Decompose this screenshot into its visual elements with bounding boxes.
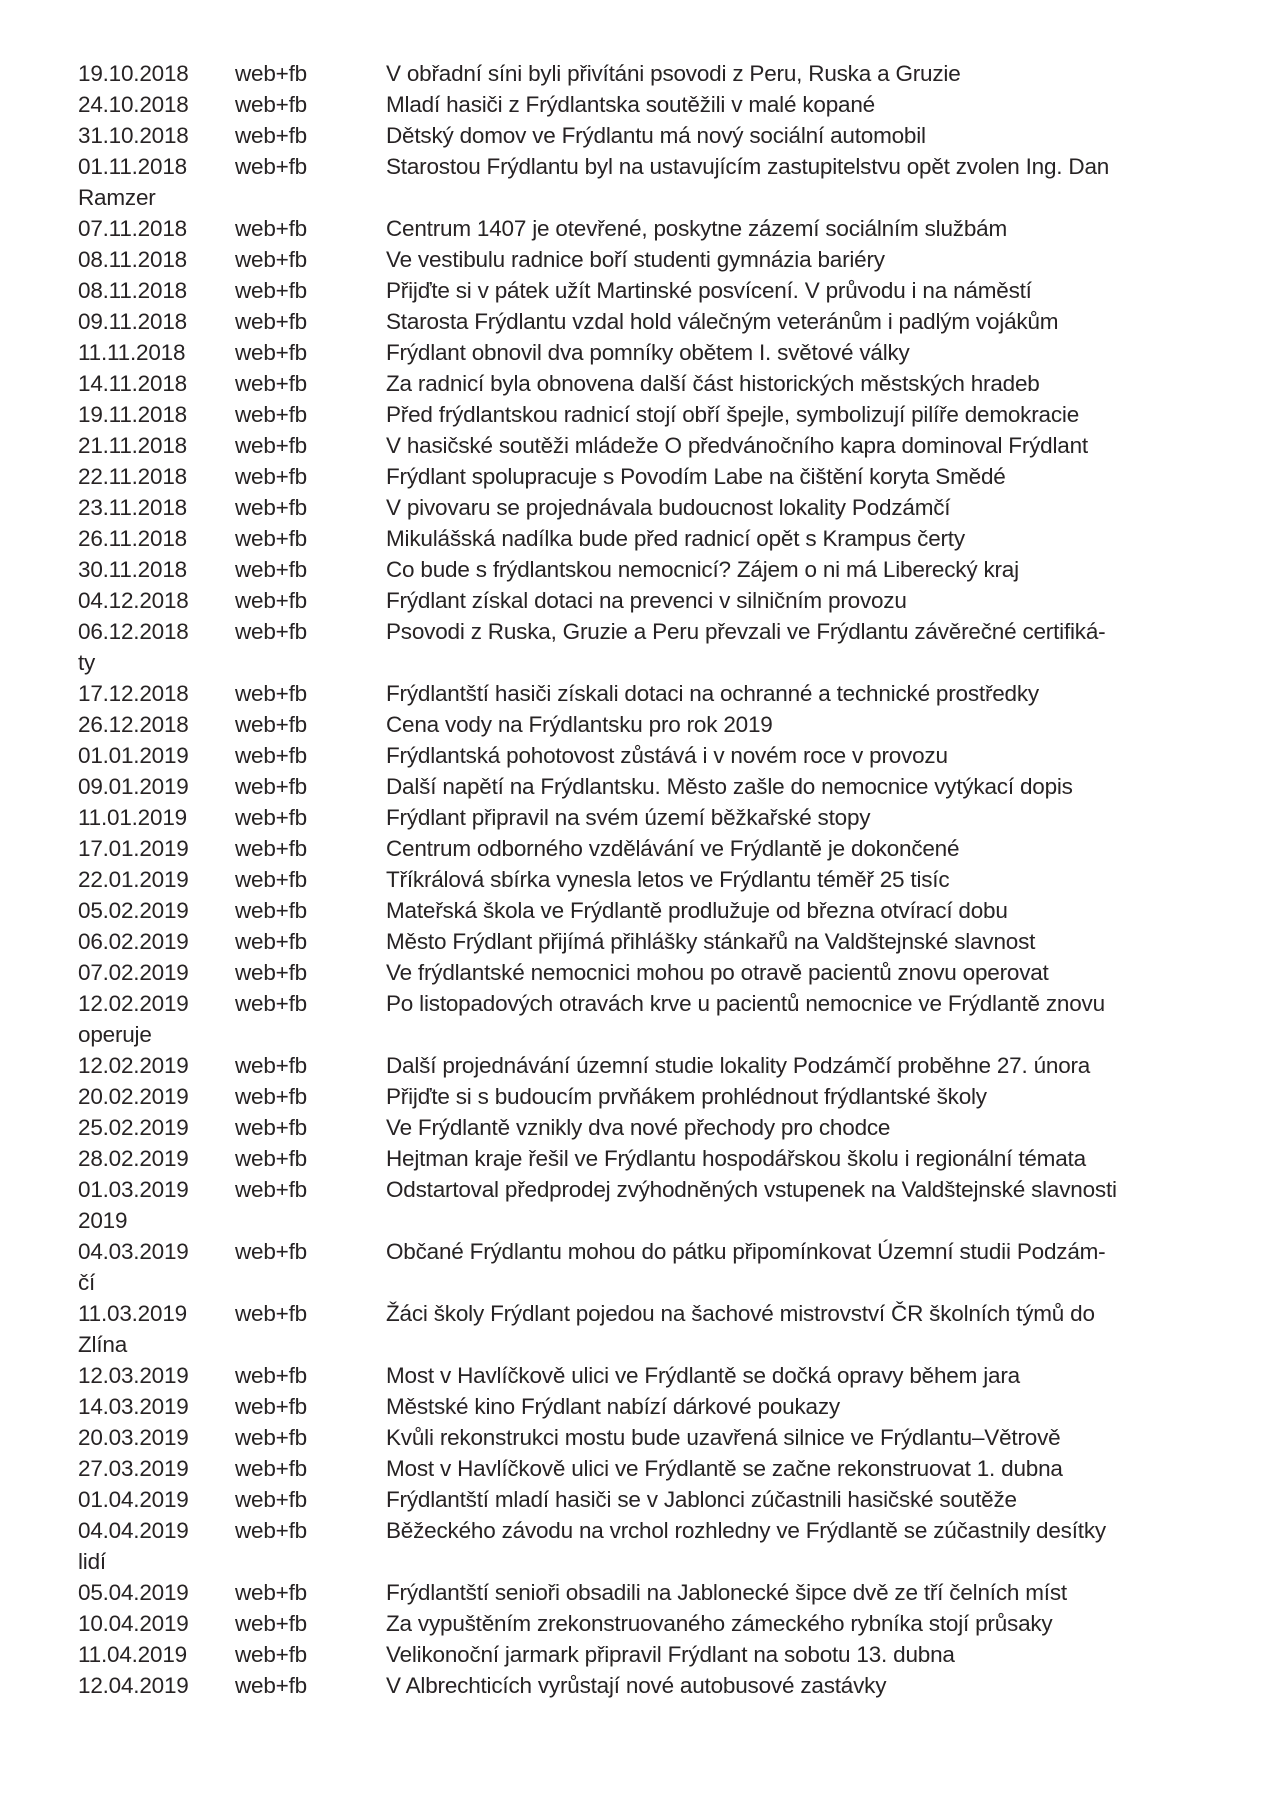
- news-entry: [78, 585, 1222, 616]
- entry-channel: web+fb: [235, 929, 307, 954]
- news-entry: [78, 58, 1222, 89]
- news-entry-row: [78, 864, 1222, 895]
- entry-channel: web+fb: [235, 743, 307, 768]
- news-entry: [78, 1670, 1222, 1701]
- news-entry: [78, 337, 1222, 368]
- news-entry: [78, 244, 1222, 275]
- entry-channel: web+fb: [235, 960, 307, 985]
- news-entry: [78, 1484, 1222, 1515]
- news-entry: [78, 957, 1222, 988]
- entry-date: 22.11.2018: [78, 464, 187, 489]
- news-entry-row: [78, 1236, 1222, 1267]
- news-entry-row: [78, 1050, 1222, 1081]
- entry-channel: web+fb: [235, 1518, 307, 1543]
- entry-channel: web+fb: [235, 92, 307, 117]
- news-entry-row: [78, 988, 1222, 1019]
- entry-date: 01.03.2019: [78, 1177, 189, 1202]
- news-entry-row: [78, 89, 1222, 120]
- news-entry: [78, 926, 1222, 957]
- entry-date: 14.11.2018: [78, 371, 187, 396]
- entry-channel: web+fb: [235, 1673, 307, 1698]
- news-entry: [78, 678, 1222, 709]
- news-entry-row: [78, 554, 1222, 585]
- news-entry: [78, 89, 1222, 120]
- entry-channel: web+fb: [235, 1487, 307, 1512]
- news-entry: [78, 461, 1222, 492]
- entry-channel: web+fb: [235, 1177, 307, 1202]
- entry-date: 19.10.2018: [78, 61, 189, 86]
- entry-date: 05.04.2019: [78, 1580, 189, 1605]
- entry-channel: web+fb: [235, 278, 307, 303]
- entry-title: Frýdlant spolupracuje s Povodím Labe na čištění koryta Smědé: [386, 464, 1006, 489]
- entry-channel: web+fb: [235, 1611, 307, 1636]
- news-entry: [78, 802, 1222, 833]
- entry-title: Běžeckého závodu na vrchol rozhledny ve Frýdlantě se zúčastnily desítky: [386, 1518, 1106, 1543]
- news-entry-row: [78, 120, 1222, 151]
- entry-date: 01.11.2018: [78, 154, 187, 179]
- entry-date: 05.02.2019: [78, 898, 189, 923]
- entry-channel: web+fb: [235, 588, 307, 613]
- entry-date: 22.01.2019: [78, 867, 189, 892]
- entry-channel: web+fb: [235, 1642, 307, 1667]
- news-entry-row: [78, 1639, 1222, 1670]
- entry-channel: web+fb: [235, 991, 307, 1016]
- news-entry-row: [78, 616, 1222, 647]
- entry-channel: web+fb: [235, 309, 307, 334]
- news-entry: [78, 1081, 1222, 1112]
- entry-date: 21.11.2018: [78, 433, 187, 458]
- entry-title: Mikulášská nadílka bude před radnicí opět s Krampus čerty: [386, 526, 965, 551]
- news-entry: [78, 213, 1222, 244]
- news-entry-row: [78, 523, 1222, 554]
- entry-date: 31.10.2018: [78, 123, 189, 148]
- news-entry-row: [78, 461, 1222, 492]
- entry-date: 20.03.2019: [78, 1425, 189, 1450]
- entry-title: Přijďte si s budoucím prvňákem prohlédnout frýdlantské školy: [386, 1084, 987, 1109]
- news-entry: [78, 1050, 1222, 1081]
- news-entry-row: [78, 740, 1222, 771]
- entry-date: 12.02.2019: [78, 1053, 189, 1078]
- news-entry: [78, 1577, 1222, 1608]
- news-entry-row: [78, 926, 1222, 957]
- news-entry: [78, 1422, 1222, 1453]
- entry-title: Co bude s frýdlantskou nemocnicí? Zájem o ni má Liberecký kraj: [386, 557, 1019, 582]
- news-entry: [78, 1298, 1222, 1360]
- news-entry-row: [78, 306, 1222, 337]
- news-entry: [78, 988, 1222, 1050]
- news-entry-row: [78, 1360, 1222, 1391]
- entry-title: Před frýdlantskou radnicí stojí obří špejle, symbolizují pilíře demokracie: [386, 402, 1080, 427]
- entry-channel: web+fb: [235, 681, 307, 706]
- news-entry-row: [78, 585, 1222, 616]
- news-entry-row: [78, 1174, 1222, 1205]
- news-entry: [78, 864, 1222, 895]
- entry-date: 23.11.2018: [78, 495, 187, 520]
- entry-title: Cena vody na Frýdlantsku pro rok 2019: [386, 712, 773, 737]
- news-entry-row: [78, 337, 1222, 368]
- news-entry: [78, 554, 1222, 585]
- news-entry: [78, 523, 1222, 554]
- entry-date: 14.03.2019: [78, 1394, 189, 1419]
- entry-title: V hasičské soutěži mládeže O předvánočního kapra dominoval Frýdlant: [386, 433, 1088, 458]
- entry-date: 09.01.2019: [78, 774, 189, 799]
- entry-title: Centrum odborného vzdělávání ve Frýdlantě je dokončené: [386, 836, 960, 861]
- news-entry-row: [78, 1081, 1222, 1112]
- entry-date: 11.01.2019: [78, 805, 187, 830]
- entry-channel: web+fb: [235, 1425, 307, 1450]
- news-entry-row: [78, 492, 1222, 523]
- entry-title: Most v Havlíčkově ulici ve Frýdlantě se dočká opravy během jara: [386, 1363, 1020, 1388]
- entry-title: Centrum 1407 je otevřené, poskytne zázemí sociálním službám: [386, 216, 1008, 241]
- entry-date: 10.04.2019: [78, 1611, 189, 1636]
- news-entry-row: [78, 1112, 1222, 1143]
- entry-title: Velikonoční jarmark připravil Frýdlant na sobotu 13. dubna: [386, 1642, 955, 1667]
- entry-channel: web+fb: [235, 774, 307, 799]
- entry-channel: web+fb: [235, 371, 307, 396]
- entry-date: 11.04.2019: [78, 1642, 187, 1667]
- news-list: [78, 58, 1222, 1701]
- entry-title: Frýdlantští hasiči získali dotaci na ochranné a technické prostředky: [386, 681, 1039, 706]
- entry-date: 08.11.2018: [78, 247, 187, 272]
- entry-date: 04.04.2019: [78, 1518, 189, 1543]
- news-entry-row: [78, 1453, 1222, 1484]
- entry-channel: web+fb: [235, 1239, 307, 1264]
- news-entry: [78, 895, 1222, 926]
- entry-date: 19.11.2018: [78, 402, 187, 427]
- entry-channel: web+fb: [235, 712, 307, 737]
- news-entry: [78, 275, 1222, 306]
- entry-title: Ve frýdlantské nemocnici mohou po otravě pacientů znovu operovat: [386, 960, 1049, 985]
- news-entry: [78, 771, 1222, 802]
- entry-channel: web+fb: [235, 1456, 307, 1481]
- news-entry: [78, 740, 1222, 771]
- entry-title: Frýdlant připravil na svém území běžkařské stopy: [386, 805, 871, 830]
- news-entry-row: [78, 213, 1222, 244]
- entry-title: Frýdlantští senioři obsadili na Jablonecké šipce dvě ze tří čelních míst: [386, 1580, 1067, 1605]
- news-entry: [78, 1608, 1222, 1639]
- entry-title: Frýdlant obnovil dva pomníky obětem I. světové války: [386, 340, 910, 365]
- entry-channel: web+fb: [235, 433, 307, 458]
- entry-date: 11.03.2019: [78, 1301, 187, 1326]
- entry-title-continuation: Ramzer: [78, 185, 156, 210]
- entry-date: 26.11.2018: [78, 526, 187, 551]
- news-entry-row: [78, 895, 1222, 926]
- entry-title: Mateřská škola ve Frýdlantě prodlužuje od března otvírací dobu: [386, 898, 1008, 923]
- entry-channel: web+fb: [235, 836, 307, 861]
- entry-date: 26.12.2018: [78, 712, 189, 737]
- entry-channel: web+fb: [235, 61, 307, 86]
- entry-date: 28.02.2019: [78, 1146, 189, 1171]
- entry-date: 12.03.2019: [78, 1363, 189, 1388]
- entry-date: 01.04.2019: [78, 1487, 189, 1512]
- entry-title: Starostou Frýdlantu byl na ustavujícím zastupitelstvu opět zvolen Ing. Dan: [386, 154, 1110, 179]
- entry-title: Ve Frýdlantě vznikly dva nové přechody pro chodce: [386, 1115, 891, 1140]
- news-entry: [78, 1360, 1222, 1391]
- entry-channel: web+fb: [235, 1084, 307, 1109]
- news-entry: [78, 1174, 1222, 1236]
- entry-date: 09.11.2018: [78, 309, 187, 334]
- entry-title-continuation: Zlína: [78, 1332, 128, 1357]
- entry-date: 06.12.2018: [78, 619, 189, 644]
- news-entry-row: [78, 771, 1222, 802]
- entry-title: Město Frýdlant přijímá přihlášky stánkařů na Valdštejnské slavnost: [386, 929, 1036, 954]
- entry-channel: web+fb: [235, 1115, 307, 1140]
- entry-title: Přijďte si v pátek užít Martinské posvícení. V průvodu i na náměstí: [386, 278, 1032, 303]
- entry-title: Kvůli rekonstrukci mostu bude uzavřená silnice ve Frýdlantu–Větrově: [386, 1425, 1061, 1450]
- entry-channel: web+fb: [235, 1146, 307, 1171]
- entry-channel: web+fb: [235, 1394, 307, 1419]
- entry-title: V pivovaru se projednávala budoucnost lokality Podzámčí: [386, 495, 951, 520]
- news-entry: [78, 151, 1222, 213]
- entry-title-continuation: ty: [78, 650, 96, 675]
- entry-date: 25.02.2019: [78, 1115, 189, 1140]
- entry-title-continuation: 2019: [78, 1208, 128, 1233]
- entry-channel: web+fb: [235, 619, 307, 644]
- entry-title: Odstartoval předprodej zvýhodněných vstupenek na Valdštejnské slavnosti: [386, 1177, 1117, 1202]
- news-entry-row: [78, 275, 1222, 306]
- entry-channel: web+fb: [235, 402, 307, 427]
- entry-channel: web+fb: [235, 805, 307, 830]
- entry-date: 17.01.2019: [78, 836, 189, 861]
- entry-date: 11.11.2018: [78, 340, 186, 365]
- entry-title-continuation: čí: [78, 1270, 96, 1295]
- news-entry-row: [78, 1484, 1222, 1515]
- news-entry: [78, 120, 1222, 151]
- entry-date: 30.11.2018: [78, 557, 187, 582]
- entry-title: Hejtman kraje řešil ve Frýdlantu hospodářskou školu i regionální témata: [386, 1146, 1086, 1171]
- entry-channel: web+fb: [235, 1053, 307, 1078]
- entry-title: Frýdlant získal dotaci na prevenci v silničním provozu: [386, 588, 907, 613]
- entry-title: Městské kino Frýdlant nabízí dárkové poukazy: [386, 1394, 840, 1419]
- news-entry-row: [78, 802, 1222, 833]
- entry-title: Dětský domov ve Frýdlantu má nový sociální automobil: [386, 123, 926, 148]
- entry-channel: web+fb: [235, 123, 307, 148]
- entry-date: 01.01.2019: [78, 743, 189, 768]
- entry-channel: web+fb: [235, 154, 307, 179]
- news-entry-row: [78, 1391, 1222, 1422]
- entry-title: Další napětí na Frýdlantsku. Město zašle do nemocnice vytýkací dopis: [386, 774, 1073, 799]
- news-entry: [78, 399, 1222, 430]
- news-entry-row: [78, 833, 1222, 864]
- entry-channel: web+fb: [235, 557, 307, 582]
- entry-channel: web+fb: [235, 867, 307, 892]
- entry-title: Občané Frýdlantu mohou do pátku připomínkovat Územní studii Podzám-: [386, 1239, 1106, 1264]
- news-entry-row: [78, 1608, 1222, 1639]
- entry-date: 12.04.2019: [78, 1673, 189, 1698]
- entry-title: V Albrechticích vyrůstají nové autobusové zastávky: [386, 1673, 887, 1698]
- entry-date: 04.03.2019: [78, 1239, 189, 1264]
- entry-date: 24.10.2018: [78, 92, 189, 117]
- news-entry: [78, 368, 1222, 399]
- entry-channel: web+fb: [235, 216, 307, 241]
- news-entry-row: [78, 678, 1222, 709]
- entry-date: 27.03.2019: [78, 1456, 189, 1481]
- entry-title: Starosta Frýdlantu vzdal hold válečným veteránům i padlým vojákům: [386, 309, 1059, 334]
- entry-channel: web+fb: [235, 1580, 307, 1605]
- entry-date: 17.12.2018: [78, 681, 189, 706]
- news-entry-row: [78, 1298, 1222, 1329]
- entry-date: 08.11.2018: [78, 278, 187, 303]
- entry-date: 07.02.2019: [78, 960, 189, 985]
- entry-title: Ve vestibulu radnice boří studenti gymnázia bariéry: [386, 247, 885, 272]
- entry-title: Za radnicí byla obnovena další část historických městských hradeb: [386, 371, 1040, 396]
- entry-channel: web+fb: [235, 340, 307, 365]
- entry-title: Tříkrálová sbírka vynesla letos ve Frýdlantu téměř 25 tisíc: [386, 867, 950, 892]
- news-entry: [78, 1453, 1222, 1484]
- news-entry-row: [78, 1670, 1222, 1701]
- news-entry: [78, 833, 1222, 864]
- news-entry-row: [78, 151, 1222, 182]
- entry-channel: web+fb: [235, 464, 307, 489]
- news-entry-row: [78, 399, 1222, 430]
- news-entry: [78, 306, 1222, 337]
- news-entry-row: [78, 1422, 1222, 1453]
- entry-date: 12.02.2019: [78, 991, 189, 1016]
- news-entry: [78, 709, 1222, 740]
- entry-date: 06.02.2019: [78, 929, 189, 954]
- entry-date: 07.11.2018: [78, 216, 187, 241]
- entry-title: Po listopadových otravách krve u pacientů nemocnice ve Frýdlantě znovu: [386, 991, 1105, 1016]
- news-entry: [78, 1639, 1222, 1670]
- entry-channel: web+fb: [235, 526, 307, 551]
- entry-title: Frýdlantská pohotovost zůstává i v novém roce v provozu: [386, 743, 948, 768]
- news-entry-row: [78, 368, 1222, 399]
- news-entry-row: [78, 1577, 1222, 1608]
- news-entry: [78, 1112, 1222, 1143]
- entry-channel: web+fb: [235, 1301, 307, 1326]
- entry-title-continuation: operuje: [78, 1022, 152, 1047]
- entry-title: V obřadní síni byli přivítáni psovodi z Peru, Ruska a Gruzie: [386, 61, 961, 86]
- entry-title: Frýdlantští mladí hasiči se v Jablonci zúčastnili hasičské soutěže: [386, 1487, 1017, 1512]
- news-entry: [78, 1515, 1222, 1577]
- news-entry-row: [78, 1515, 1222, 1546]
- news-entry: [78, 1236, 1222, 1298]
- entry-date: 20.02.2019: [78, 1084, 189, 1109]
- news-entry: [78, 1391, 1222, 1422]
- entry-date: 04.12.2018: [78, 588, 189, 613]
- entry-title: Most v Havlíčkově ulici ve Frýdlantě se začne rekonstruovat 1. dubna: [386, 1456, 1063, 1481]
- news-entry-row: [78, 244, 1222, 275]
- entry-title: Mladí hasiči z Frýdlantska soutěžili v malé kopané: [386, 92, 875, 117]
- entry-channel: web+fb: [235, 898, 307, 923]
- news-entry-row: [78, 430, 1222, 461]
- news-entry: [78, 616, 1222, 678]
- news-entry-row: [78, 709, 1222, 740]
- entry-title: Psovodi z Ruska, Gruzie a Peru převzali ve Frýdlantu závěrečné certifiká-: [386, 619, 1106, 644]
- entry-title: Další projednávání územní studie lokality Podzámčí proběhne 27. února: [386, 1053, 1091, 1078]
- news-entry: [78, 430, 1222, 461]
- news-entry-row: [78, 957, 1222, 988]
- entry-title-continuation: lidí: [78, 1549, 106, 1574]
- entry-title: Za vypuštěním zrekonstruovaného zámeckého rybníka stojí průsaky: [386, 1611, 1053, 1636]
- entry-channel: web+fb: [235, 247, 307, 272]
- entry-title: Žáci školy Frýdlant pojedou na šachové mistrovství ČR školních týmů do: [386, 1301, 1095, 1326]
- entry-channel: web+fb: [235, 1363, 307, 1388]
- news-entry-row: [78, 1143, 1222, 1174]
- news-entry-row: [78, 58, 1222, 89]
- news-entry: [78, 1143, 1222, 1174]
- entry-channel: web+fb: [235, 495, 307, 520]
- news-entry: [78, 492, 1222, 523]
